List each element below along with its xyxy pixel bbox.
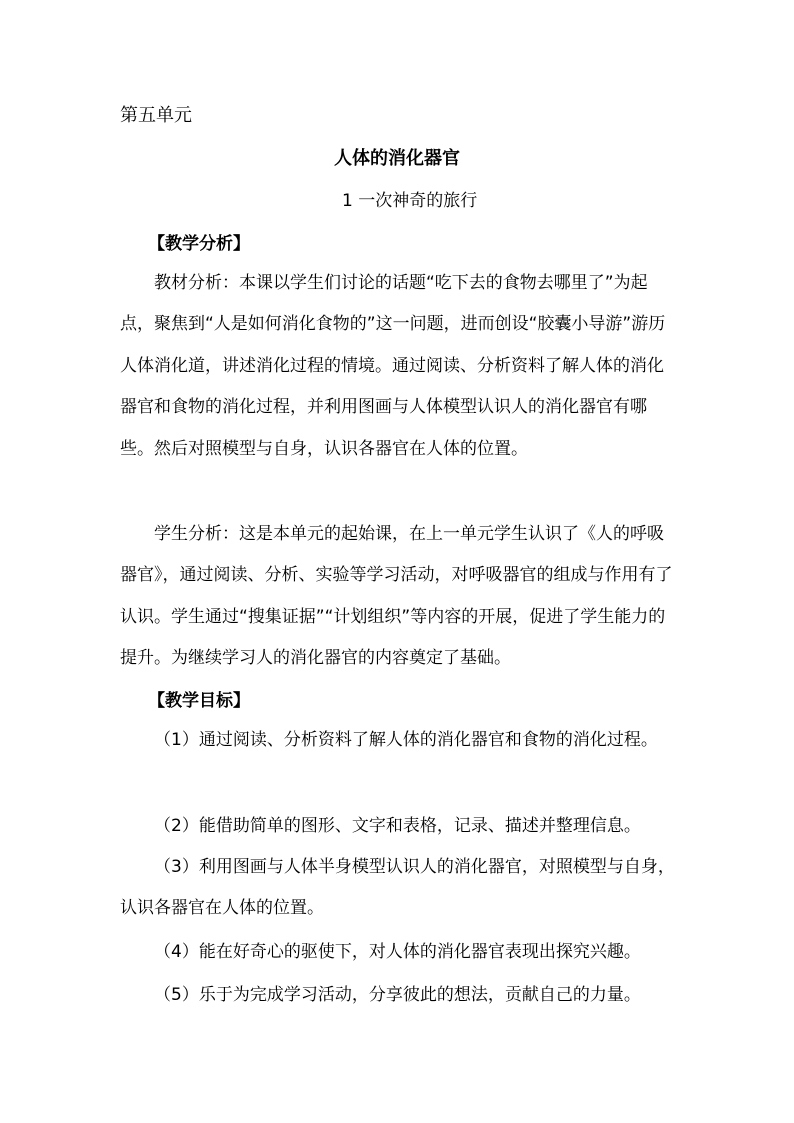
lesson-title: 人体的消化器官 [334, 148, 460, 169]
objective-item-2: （2）能借助简单的图形、文字和表格，记录、描述并整理信息。 [154, 816, 641, 836]
paragraph-student-analysis: 学生分析：这是本单元的起始课，在上一单元学生认识了《人的呼吸器官》，通过阅读、分析、实验等学习活动，对呼吸器官的组成与作用有了认识。学生通过“搜集证据”“计划组织”等内容的开展，促进了学生能力的提升。为继续学习人的消化器官的内容奠定了基础。 [120, 524, 673, 669]
paragraph-textbook-analysis: 教材分析：本课以学生们讨论的话题“吃下去的食物去哪里了”为起点，聚焦到“人是如何消化食物的”这一问题，进而创设“胶囊小导游”游历人体消化道，讲述消化过程的情境。通过阅读、分析资料了解人体的消化器官和食物的消化过程，并利用图画与人体模型认识人的消化器官有哪些。然后对照模型与自身，认识各器官在人体的位置。 [120, 273, 666, 459]
objective-item-5: （5）乐于为完成学习活动，分享彼此的想法，贡献自己的力量。 [154, 985, 641, 1005]
objective-item-1: （1）通过阅读、分析资料了解人体的消化器官和食物的消化过程。 [154, 730, 658, 750]
section-heading-analysis: 【教学分析】 [148, 234, 250, 254]
lesson-subtitle: 1 一次神奇的旅行 [342, 191, 478, 211]
unit-label: 第五单元 [120, 105, 192, 126]
objective-item-4: （4）能在好奇心的驱使下，对人体的消化器官表现出探究兴趣。 [154, 942, 641, 962]
objective-item-3: （3）利用图画与人体半身模型认识人的消化器官，对照模型与自身，认识各器官在人体的位置。 [120, 857, 675, 919]
section-heading-objectives: 【教学目标】 [148, 691, 250, 711]
